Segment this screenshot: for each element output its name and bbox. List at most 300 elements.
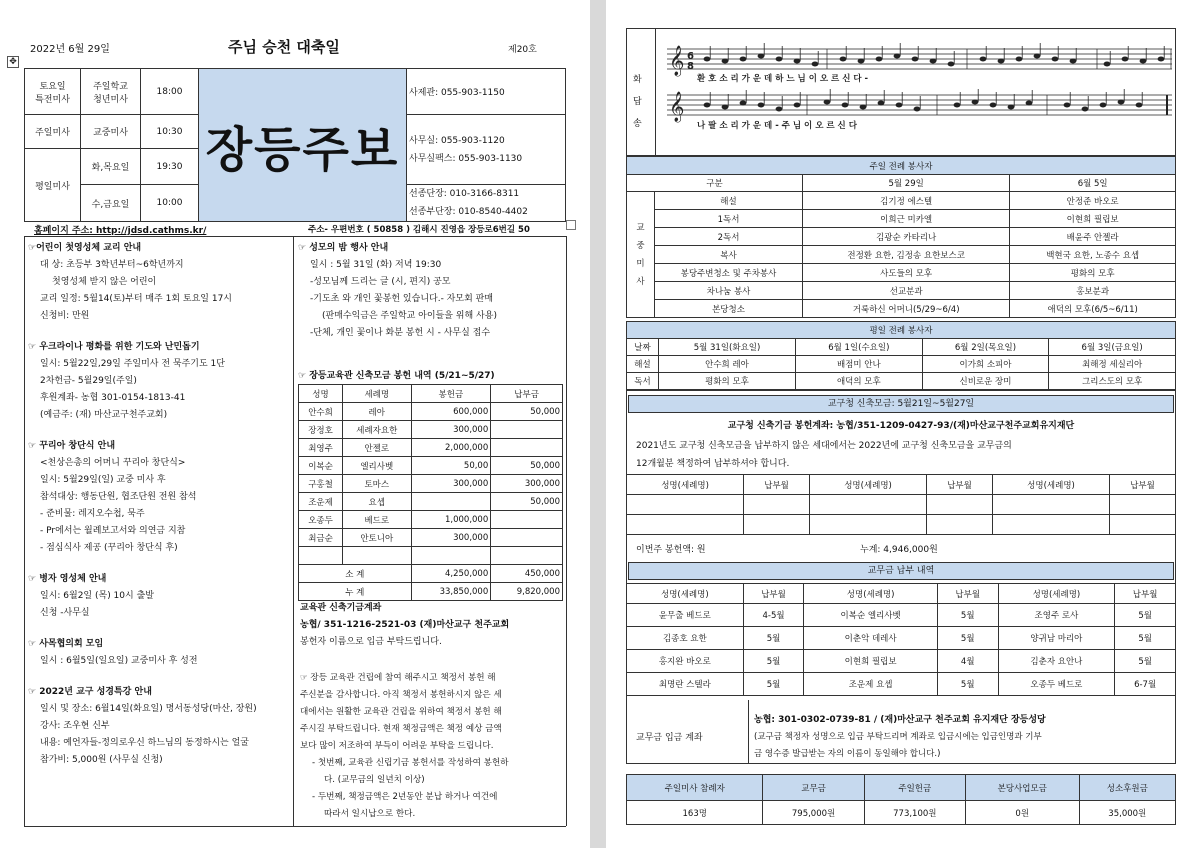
text-line: 참가비: 5,000원 (사무실 신청) <box>40 755 163 765</box>
col-header: 6월 3일(금요일) <box>1049 339 1176 356</box>
table-cell: 윤무출 베드로 <box>627 604 744 627</box>
table-cell: 장정호 <box>299 421 343 439</box>
music-note-icon <box>998 59 1005 64</box>
table-cell: 세례자요한 <box>343 421 411 439</box>
svg-text:𝄞: 𝄞 <box>669 92 685 122</box>
table-cell: 300,000 <box>411 529 491 547</box>
section-title: ☞어린이 첫영성체 교리 안내 <box>28 243 142 253</box>
text-line: 2차헌금- 5월29일(주일) <box>40 376 137 386</box>
music-note-icon <box>1052 57 1059 62</box>
text-line: (판매수익금은 주일학교 아이들을 위해 사용) <box>322 311 497 321</box>
text-line: 신청비: 만원 <box>40 311 90 321</box>
section-title: ☞ 꾸리아 창단식 안내 <box>28 441 116 451</box>
music-note-icon <box>1158 57 1165 62</box>
table-row <box>627 228 1176 246</box>
table-row <box>299 457 563 475</box>
col-header: 본당사업모금 <box>965 775 1079 801</box>
night-event-section <box>298 240 562 342</box>
text-line: -단체, 개인 꽃이나 화분 봉헌 시 - 사무실 접수 <box>310 328 491 338</box>
table-cell: 2,000,000 <box>411 439 491 457</box>
table-row <box>627 210 1176 228</box>
table-cell: 홍지완 바오로 <box>627 650 744 673</box>
music-note-icon <box>1034 54 1041 59</box>
bulletin-page-left <box>0 0 590 848</box>
text-line: 보다 많이 저조하여 부득이 어려운 부탁을 드립니다. <box>300 741 494 751</box>
table-cell: 이복순 엘리사벳 <box>804 604 938 627</box>
hymn-label: 화답송 <box>633 75 642 129</box>
text-line: - 점심식사 제공 (꾸리아 창단식 후) <box>40 543 178 553</box>
table-cell: 5월 <box>743 650 804 673</box>
text-line: 일시 : 6월5일(일요일) 교중미사 후 성전 <box>40 656 198 666</box>
text-line: 주신분을 감사합니다. 아직 책정서 봉헌하시지 않은 세 <box>300 690 502 700</box>
table-cell: 배윤주 안젤라 <box>1010 228 1176 246</box>
dues-account-2: (교구금 책정자 성명으로 입금 부탁드리며 계좌로 입금시에는 입금인명과 기부 <box>754 732 1042 742</box>
col-header: 세례명 <box>343 385 411 403</box>
leader-contacts: 선종단장: 010-3166-8311 선종부단장: 010-8540-4402 <box>407 185 566 222</box>
page-title: 주님 승천 대축일 <box>228 38 340 56</box>
issue-number: 제20호 <box>508 45 537 55</box>
col-header: 성명 <box>299 385 343 403</box>
music-note-icon <box>758 54 765 59</box>
text-line: - 첫번째, 교육관 신립기금 봉헌서를 작성하여 봉헌하 <box>312 758 509 768</box>
text-line: (예금주: (재) 마산교구천주교회) <box>40 410 168 420</box>
table-cell: 최영주 <box>299 439 343 457</box>
col-header: 납부월 <box>1115 584 1176 604</box>
text-line: 주시길 부탁드립니다. 현재 책정금액은 책정 예상 금액 <box>300 724 502 734</box>
table-cell <box>491 421 563 439</box>
text-line: 후원계좌- 농협 301-0154-1813-41 <box>40 393 186 403</box>
music-note-icon <box>948 62 955 67</box>
music-note-icon <box>740 57 747 62</box>
table-row <box>627 246 1176 264</box>
music-note-icon <box>1118 100 1125 105</box>
table-cell: 안정준 바오로 <box>1010 192 1176 210</box>
music-note-icon <box>1070 59 1077 64</box>
table-cell: 50,000 <box>491 493 563 511</box>
table-cell: 복사 <box>655 246 803 264</box>
music-note-icon <box>876 57 883 62</box>
col-header: 5월 31일(화요일) <box>659 339 796 356</box>
table-cell <box>299 547 343 565</box>
table-cell: 그리스도의 모후 <box>1049 373 1176 390</box>
music-note-icon <box>878 101 885 106</box>
text-line: 교육관 신축기금계좌 <box>300 603 382 613</box>
dues-account-3: 금 영수증 발급받는 자의 이름이 동일해야 합니다.) <box>754 749 941 759</box>
table-cell: 5월 <box>1115 604 1176 627</box>
col-header: 6월 2일(목요일) <box>922 339 1049 356</box>
table-cell: 4-5월 <box>743 604 804 627</box>
text-line: 일시: 6월2일 (목) 10시 출발 <box>40 591 154 601</box>
table-cell: 이춘악 데레사 <box>804 627 938 650</box>
music-note-icon <box>740 101 747 106</box>
table-cell <box>491 439 563 457</box>
text-line: 농협/ 351-1216-2521-03 (재)마산교구 천주교회 <box>300 620 510 630</box>
table-cell: 베드로 <box>343 511 411 529</box>
music-note-icon <box>1104 62 1111 67</box>
mass-sub: 화,목요일 <box>81 149 141 185</box>
col-header: 납부월 <box>743 584 804 604</box>
section-title: ☞ 병자 영성체 안내 <box>28 574 107 584</box>
table-row <box>627 650 1176 673</box>
row-group-label: 교중미사 <box>627 192 655 318</box>
table-row <box>627 300 1176 318</box>
table-cell: 양귀남 마리아 <box>998 627 1115 650</box>
table-cell: 이현희 필립보 <box>804 650 938 673</box>
fund-account <box>300 600 562 651</box>
text-line: 참석대상: 행동단원, 협조단원 전원 참석 <box>40 492 197 502</box>
mass-time: 18:00 <box>141 69 199 115</box>
table-cell <box>491 547 563 565</box>
col-header: 납부월 <box>937 584 998 604</box>
table-cell: 평화의 모후 <box>659 373 796 390</box>
table-cell: 애덕의 모후 <box>796 373 923 390</box>
table-cell: 5월 <box>1115 627 1176 650</box>
text-line: - 준비물: 레지오수첩, 묵주 <box>40 509 145 519</box>
table-cell: 5월 <box>937 673 998 696</box>
music-note-icon <box>812 62 819 67</box>
col-header: 성명(세례명) <box>804 584 938 604</box>
text-line: 다. (교무금의 일년치 이상) <box>324 775 425 785</box>
bulletin-logo: 장등주보 <box>199 69 407 222</box>
table-cell: 50,000 <box>491 403 563 421</box>
section-title: ☞ 2022년 교구 성경특강 안내 <box>28 687 152 697</box>
table-row <box>299 529 563 547</box>
col-header: 봉헌금 <box>411 385 491 403</box>
table-cell: 이복순 <box>299 457 343 475</box>
table-row <box>627 192 1176 210</box>
table-cell: 사도들의 모후 <box>803 264 1010 282</box>
col-header: 주일헌금 <box>864 775 965 801</box>
table-row <box>299 547 563 565</box>
table-cell: 조영주 로사 <box>998 604 1115 627</box>
fund-notice <box>300 670 562 823</box>
text-line: 일시: 5월29일(일) 교중 미사 후 <box>40 475 166 485</box>
table-cell: 600,000 <box>411 403 491 421</box>
mass-sub: 교중미사 <box>81 115 141 149</box>
table-cell: 5월 <box>937 604 998 627</box>
text-line: 대 상: 초등부 3학년부터~6학년까지 <box>40 260 184 270</box>
subtotal-amount: 4,250,000 <box>411 565 491 583</box>
text-line: - Pr에서는 월례보고서와 의연금 지참 <box>40 526 186 536</box>
music-note-icon <box>722 59 729 64</box>
table-row <box>627 515 1176 535</box>
table-row <box>627 627 1176 650</box>
table-cell: 토마스 <box>343 475 411 493</box>
hymn-lyrics-1: 환 호 소 리 가 운 데 하 느 님 이 오 르 신 다 - <box>697 74 869 84</box>
text-line: 일시: 5월22일,29일 주일미사 전 묵주기도 1단 <box>40 359 225 369</box>
table-corner-box <box>566 220 576 230</box>
text-line: <천상은총의 어머니 꾸리아 창단식> <box>40 458 186 468</box>
table-row <box>299 421 563 439</box>
table-cell: 김광순 카타리나 <box>803 228 1010 246</box>
col-header: 6월 5일 <box>1010 175 1176 192</box>
table-cell <box>343 547 411 565</box>
col-header: 성명(세례명) <box>809 475 926 495</box>
music-note-icon <box>1136 103 1143 108</box>
section-title: ☞ 사목협의회 모임 <box>28 639 104 649</box>
text-line: 교리 일정: 5월14(토)부터 매주 1회 토요일 17시 <box>40 294 232 304</box>
music-note-icon <box>1026 101 1033 106</box>
svg-text:𝄞: 𝄞 <box>669 46 685 76</box>
music-note-icon <box>1016 57 1023 62</box>
table-cell: 6-7월 <box>1115 673 1176 696</box>
table-row <box>627 264 1176 282</box>
fund-table <box>298 384 563 601</box>
table-cell: 1,000,000 <box>411 511 491 529</box>
mass-sub: 주일학교 청년미사 <box>81 69 141 115</box>
music-note-icon <box>912 57 919 62</box>
table-cell: 전정환 요한, 김정송 요한보스코 <box>803 246 1010 264</box>
text-line: 첫영성체 받지 않은 어린이 <box>52 277 157 287</box>
music-note-icon <box>776 107 783 112</box>
table-cell: 요셉 <box>343 493 411 511</box>
table-cell: 300,000 <box>491 475 563 493</box>
vocation-fund: 35,000원 <box>1079 801 1175 825</box>
diocese-fund-title: 교구청 신축모금: 5월21일~5월27일 <box>628 395 1174 413</box>
table-row <box>627 282 1176 300</box>
music-note-icon <box>896 103 903 108</box>
music-note-icon <box>1122 57 1129 62</box>
col-header: 성명(세례명) <box>627 475 744 495</box>
table-cell: 해설 <box>655 192 803 210</box>
table-row <box>627 495 1176 515</box>
music-note-icon <box>704 103 711 108</box>
col-header: 구분 <box>627 175 803 192</box>
text-line: 일시 : 5월 31일 (화) 저녁 19:30 <box>310 260 442 270</box>
col-header: 성소후원금 <box>1079 775 1175 801</box>
music-note-icon <box>824 100 831 105</box>
table-row <box>627 604 1176 627</box>
table-cell: 최명란 스텔라 <box>627 673 744 696</box>
table-title: 주일 전례 봉사자 <box>627 157 1176 175</box>
col-header: 납부금 <box>491 385 563 403</box>
col-header: 납부월 <box>927 475 993 495</box>
table-cell: 최금순 <box>299 529 343 547</box>
table-cell: 배점미 안나 <box>796 356 923 373</box>
left-column <box>28 240 290 769</box>
dues-account-label: 교무금 입금 계좌 <box>636 733 703 743</box>
music-note-icon <box>972 100 979 105</box>
col-header: 5월 29일 <box>803 175 1010 192</box>
table-cell: 안수희 레아 <box>659 356 796 373</box>
bulletin-page-right <box>606 0 1200 848</box>
table-cell: 이현희 필립보 <box>1010 210 1176 228</box>
diocese-text-1: 2021년도 교구청 신축모금을 납부하지 않은 세대에서는 2022년에 교구청 신축모금을 교무금의 <box>636 441 1012 451</box>
table-cell: 백현국 요한, 노종수 요셉 <box>1010 246 1176 264</box>
move-handle-icon[interactable]: ✥ <box>7 56 19 68</box>
text-line: 강사: 조우현 신부 <box>40 721 110 731</box>
fund-title: ☞ 장등교육관 신축모금 봉헌 내역 (5/21~5/27) <box>298 371 495 381</box>
text-line: 신청 -사무실 <box>40 608 90 618</box>
table-cell: 안토니아 <box>343 529 411 547</box>
svg-text:6: 6 <box>687 51 694 62</box>
table-cell: 오종두 베드로 <box>998 673 1115 696</box>
music-note-icon <box>1008 105 1015 110</box>
table-cell: 300,000 <box>411 475 491 493</box>
col-header: 성명(세례명) <box>627 584 744 604</box>
table-cell: 5월 <box>743 627 804 650</box>
homepage-link[interactable]: 홈페이지 주소: http://jdsd.cathms.kr/ <box>34 226 207 236</box>
hymn-box <box>626 28 1176 156</box>
music-note-icon <box>1064 103 1071 108</box>
music-note-icon <box>842 103 849 108</box>
table-cell: 신비로운 장미 <box>922 373 1049 390</box>
table-cell: 해설 <box>627 356 659 373</box>
text-line: -성모님께 드리는 글 (시, 편지) 공모 <box>310 277 451 287</box>
total-amount: 33,850,000 <box>411 583 491 601</box>
table-cell <box>411 547 491 565</box>
music-note-icon <box>1100 103 1107 108</box>
text-line: 봉헌자 이름으로 입금 부탁드립니다. <box>300 637 442 647</box>
music-note-icon <box>840 57 847 62</box>
table-title: 평일 전례 봉사자 <box>627 322 1176 339</box>
section-title: ☞ 우크라이나 평화를 위한 기도와 난민돕기 <box>28 342 200 352</box>
table-cell <box>491 529 563 547</box>
office-contacts: 사무실: 055-903-1120 사무실팩스: 055-903-1130 <box>407 115 566 185</box>
table-cell: 50,00 <box>411 457 491 475</box>
table-cell: 김종호 요한 <box>627 627 744 650</box>
col-header: 납부월 <box>1110 475 1176 495</box>
col-header: 성명(세례명) <box>998 584 1115 604</box>
music-note-icon <box>894 54 901 59</box>
diocese-payment-table <box>626 474 1176 535</box>
table-cell: 5월 <box>1115 650 1176 673</box>
issue-date: 2022년 6월 29일 <box>30 44 110 55</box>
text-line: 따라서 일시납으로 한다. <box>324 809 416 819</box>
mass-type: 평일미사 <box>25 149 81 222</box>
table-row <box>299 439 563 457</box>
table-cell: 구홍철 <box>299 475 343 493</box>
mass-sub: 수,금요일 <box>81 185 141 222</box>
summary-table <box>626 774 1176 825</box>
table-cell: 5월 <box>937 627 998 650</box>
this-week-amount: 이번주 봉헌액: 원 <box>636 545 706 555</box>
music-note-icon <box>858 59 865 64</box>
table-cell: 평화의 모후 <box>1010 264 1176 282</box>
table-cell: 1독서 <box>655 210 803 228</box>
music-note-icon <box>930 59 937 64</box>
mass-schedule-table <box>24 68 566 222</box>
table-cell: 차나눔 봉사 <box>655 282 803 300</box>
table-row <box>627 673 1176 696</box>
music-note-icon <box>704 57 711 62</box>
table-cell: 이희근 미카엘 <box>803 210 1010 228</box>
music-note-icon <box>914 107 921 112</box>
table-cell: 독서 <box>627 373 659 390</box>
dues-amount: 795,000원 <box>763 801 864 825</box>
text-line: 일시 및 장소: 6월14일(화요일) 명서동성당(마산, 장원) <box>40 704 257 714</box>
music-note-icon <box>1140 59 1147 64</box>
table-row <box>627 356 1176 373</box>
text-line: - 두번째, 책정금액은 2년동안 분납 하거나 여건에 <box>312 792 498 802</box>
sunday-duty-table <box>626 156 1176 318</box>
table-cell: 홍보분과 <box>1010 282 1176 300</box>
music-note-icon <box>776 57 783 62</box>
mass-time: 10:30 <box>141 115 199 149</box>
table-cell: 조운제 요셉 <box>804 673 938 696</box>
music-note-icon <box>954 103 961 108</box>
parish-fund: 0원 <box>965 801 1079 825</box>
table-cell: 거룩하신 어머니(5/29~6/4) <box>803 300 1010 318</box>
address: 주소- 우편번호 ( 50858 ) 김해시 진영읍 장등로6번길 50 <box>308 225 530 235</box>
col-header: 납부월 <box>744 475 810 495</box>
table-cell: 안젤로 <box>343 439 411 457</box>
table-cell: 4월 <box>937 650 998 673</box>
table-row <box>299 403 563 421</box>
table-cell: 조운제 <box>299 493 343 511</box>
table-row <box>299 511 563 529</box>
table-row <box>627 373 1176 390</box>
music-note-icon <box>758 103 765 108</box>
table-cell: 봉당주변청소 및 주차봉사 <box>655 264 803 282</box>
table-cell: 안수희 <box>299 403 343 421</box>
hymn-lyrics-2: 나 팔 소 리 가 운 데 - 주 님 이 오 르 신 다 <box>697 121 857 131</box>
total-label: 누 계 <box>299 583 412 601</box>
col-header: 6월 1일(수요일) <box>796 339 923 356</box>
svg-text:8: 8 <box>687 61 694 72</box>
table-cell: 이가희 소피아 <box>922 356 1049 373</box>
dues-table <box>626 583 1176 696</box>
table-cell: 오종두 <box>299 511 343 529</box>
col-header: 날짜 <box>627 339 659 356</box>
music-note-icon <box>794 103 801 108</box>
mass-time: 19:30 <box>141 149 199 185</box>
mass-time: 10:00 <box>141 185 199 222</box>
section-title: ☞ 성모의 밤 행사 안내 <box>298 243 389 253</box>
table-cell: 애덕의 모후(6/5~6/11) <box>1010 300 1176 318</box>
diocese-account: 교구청 신축기금 봉헌계좌: 농협/351-1209-0427-93/(재)마산교구천주교회유지재단 <box>727 421 1075 431</box>
music-note-icon <box>794 59 801 64</box>
table-row <box>299 475 563 493</box>
text-line: ☞ 장등 교육관 건립에 참여 해주시고 책정서 봉헌 해 <box>300 673 496 683</box>
total-paid: 9,820,000 <box>491 583 563 601</box>
diocese-text-2: 12개월분 책정하여 납부하셔야 합니다. <box>636 459 790 469</box>
subtotal-label: 소 계 <box>299 565 412 583</box>
col-header: 교무금 <box>763 775 864 801</box>
music-note-icon <box>980 57 987 62</box>
diocese-total: 누계: 4,946,000원 <box>860 545 938 555</box>
mass-type: 토요일 특전미사 <box>25 69 81 115</box>
music-note-icon <box>722 105 729 110</box>
subtotal-paid: 450,000 <box>491 565 563 583</box>
col-header: 주일미사 참례자 <box>627 775 763 801</box>
table-cell: 엘리사벳 <box>343 457 411 475</box>
text-line: -기도초 와 개인 꽃봉헌 있습니다.- 자모회 판매 <box>310 294 494 304</box>
table-cell: 50,000 <box>491 457 563 475</box>
table-cell: 김기정 에스텔 <box>803 192 1010 210</box>
text-line: 내용: 예언자들-정의로우신 하느님의 동정하시는 얼굴 <box>40 738 249 748</box>
col-header: 성명(세례명) <box>992 475 1109 495</box>
table-cell <box>411 493 491 511</box>
rectory-phone: 사제관: 055-903-1150 <box>407 69 566 115</box>
table-cell: 300,000 <box>411 421 491 439</box>
table-cell: 5월 <box>743 673 804 696</box>
music-note-icon <box>1082 107 1089 112</box>
hymn-score <box>667 39 1172 139</box>
text-line: 대에서는 원활한 교육관 건립을 위하여 책정서 봉헌 해 <box>300 707 502 717</box>
table-cell: 본당청소 <box>655 300 803 318</box>
table-cell: 김춘자 요안나 <box>998 650 1115 673</box>
table-row <box>299 493 563 511</box>
music-note-icon <box>860 105 867 110</box>
music-note-icon <box>990 103 997 108</box>
sunday-offering: 773,100원 <box>864 801 965 825</box>
table-cell: 최해정 세실리아 <box>1049 356 1176 373</box>
table-cell: 선교분과 <box>803 282 1010 300</box>
dues-account-1: 농협: 301-0302-0739-81 / (재)마산교구 천주교회 유지재단 장등성당 <box>754 715 1046 725</box>
table-cell <box>491 511 563 529</box>
dues-title: 교무금 납부 내역 <box>628 562 1174 580</box>
